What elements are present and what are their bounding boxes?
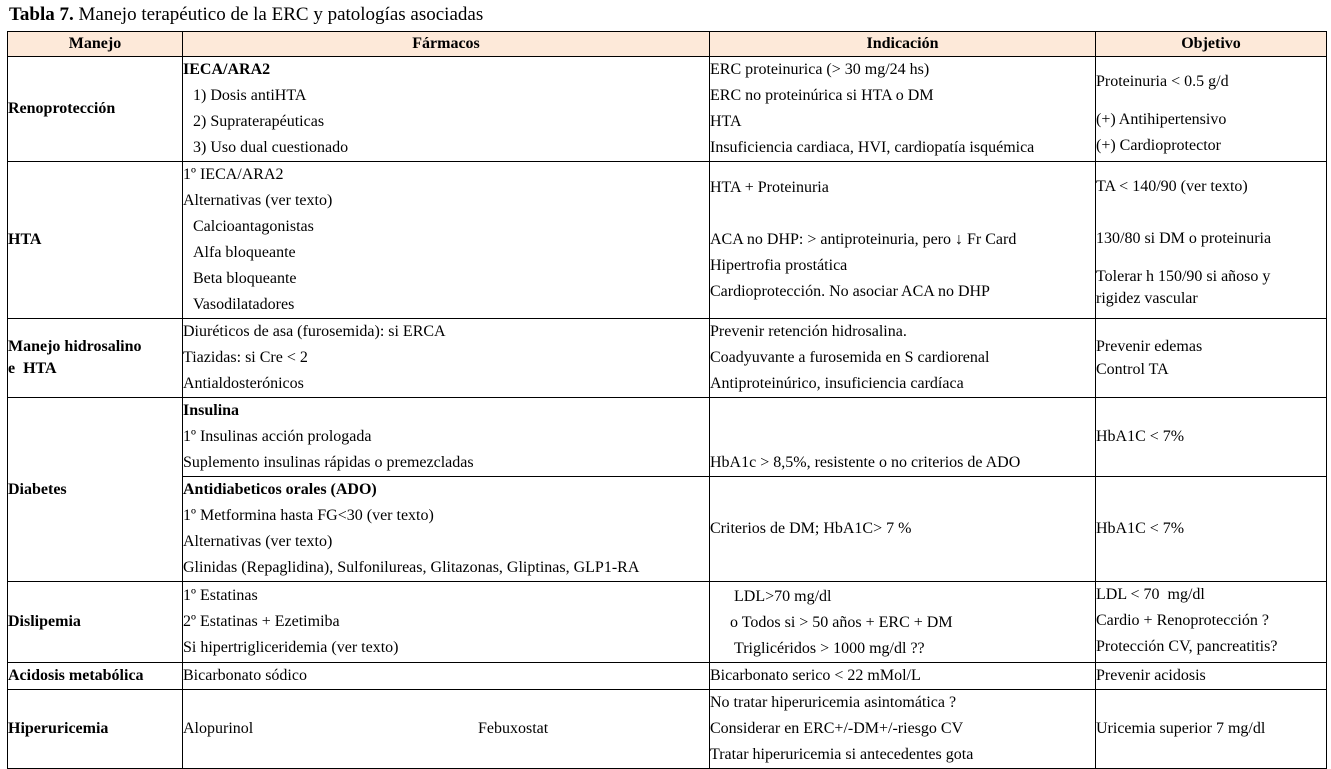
manejo-line: Manejo hidrosalino xyxy=(8,338,142,355)
drug-item: Beta bloqueante xyxy=(193,270,297,287)
indicacion-cell xyxy=(710,477,1096,582)
header-manejo: Manejo xyxy=(8,32,183,57)
objective-item: Control TA xyxy=(1096,361,1169,378)
farmacos-cell xyxy=(183,477,710,582)
drug-item: 1º Insulinas acción prologada xyxy=(183,428,372,445)
indication-item: Insuficiencia cardiaca, HVI, cardiopatía isquémica xyxy=(710,139,1035,156)
objetivo-cell xyxy=(1096,690,1327,769)
indication-item: Criterios de DM; HbA1C> 7 % xyxy=(710,520,912,537)
header-indicacion: Indicación xyxy=(710,32,1096,57)
indication-item: HTA + Proteinuria xyxy=(710,179,829,196)
drug-item: 1º IECA/ARA2 xyxy=(183,166,284,183)
manejo-line: e HTA xyxy=(8,360,57,377)
objective-item: Protección CV, pancreatitis? xyxy=(1096,638,1278,655)
objective-item: Uricemia superior 7 mg/dl xyxy=(1096,720,1266,737)
drug-item: Febuxostat xyxy=(478,720,549,737)
drug-item: Suplemento insulinas rápidas o premezcladas xyxy=(183,454,474,471)
objective-item: LDL < 70 mg/dl xyxy=(1096,586,1205,603)
drug-item: Vasodilatadores xyxy=(193,296,295,313)
indication-item: Coadyuvante a furosemida en S cardiorenal xyxy=(710,349,990,366)
drug-group-title: IECA/ARA2 xyxy=(183,61,271,78)
drug-item: Si hipertrigliceridemia (ver texto) xyxy=(183,639,399,656)
indicacion-cell xyxy=(710,162,1096,319)
objective-item: HbA1C < 7% xyxy=(1096,428,1185,445)
drug-item: Bicarbonato sódico xyxy=(183,667,307,684)
drug-pair xyxy=(183,720,709,738)
indication-item: ERC proteinurica (> 30 mg/24 hs) xyxy=(710,61,930,78)
drug-item: Calcioantagonistas xyxy=(193,218,314,235)
drug-item: 1º Metformina hasta FG<30 (ver texto) xyxy=(183,507,434,524)
objetivo-cell xyxy=(1096,57,1327,162)
drug-item: Diuréticos de asa (furosemida): si ERCA xyxy=(183,323,446,340)
table-row-dislipemia xyxy=(8,582,1327,663)
table-row-diabetes-ado xyxy=(8,477,1327,582)
objetivo-cell xyxy=(1096,398,1327,477)
indication-item: No tratar hiperuricemia asintomática ? xyxy=(710,694,957,711)
manejo-cell: HTA xyxy=(8,162,183,319)
indication-item: Hipertrofia prostática xyxy=(710,257,848,274)
drug-item: Alternativas (ver texto) xyxy=(183,192,333,209)
drug-item: 3) Uso dual cuestionado xyxy=(193,139,349,156)
indication-item: ERC no proteinúrica si HTA o DM xyxy=(710,87,934,104)
table-row-diabetes-insulina xyxy=(8,398,1327,477)
indication-item: Triglicéridos > 1000 mg/dl ?? xyxy=(734,640,925,657)
indication-item: Cardioprotección. No asociar ACA no DHP xyxy=(710,283,990,300)
indication-item: Bicarbonato serico < 22 mMol/L xyxy=(710,667,921,684)
indication-item: Tratar hiperuricemia si antecedentes gota xyxy=(710,746,974,763)
drug-item: Alopurinol xyxy=(183,720,254,737)
farmacos-cell xyxy=(183,690,710,769)
objetivo-cell xyxy=(1096,477,1327,582)
farmacos-cell xyxy=(183,57,710,162)
drug-item: 1) Dosis antiHTA xyxy=(193,87,307,104)
objective-item: (+) Cardioprotector xyxy=(1096,137,1221,154)
objective-item: Tolerar h 150/90 si añoso y xyxy=(1096,268,1271,285)
manejo-cell: Dislipemia xyxy=(8,582,183,663)
table-row-hidrosalino xyxy=(8,319,1327,398)
indicacion-cell xyxy=(710,690,1096,769)
farmacos-cell xyxy=(183,162,710,319)
manejo-cell: Acidosis metabólica xyxy=(8,663,183,690)
drug-item: 1º Estatinas xyxy=(183,587,258,604)
indication-item: o Todos si > 50 años + ERC + DM xyxy=(730,614,953,631)
indicacion-cell xyxy=(710,319,1096,398)
drug-item: Antialdosterónicos xyxy=(183,375,304,392)
drug-item: Glinidas (Repaglidina), Sulfonilureas, Glitazonas, Gliptinas, GLP1-RA xyxy=(183,559,640,576)
indicacion-cell xyxy=(710,582,1096,663)
drug-item: 2º Estatinas + Ezetimiba xyxy=(183,613,340,630)
drug-item: 2) Supraterapéuticas xyxy=(193,113,325,130)
objective-item: HbA1C < 7% xyxy=(1096,520,1185,537)
indication-item: HbA1c > 8,5%, resistente o no criterios de ADO xyxy=(710,454,1021,471)
farmacos-cell xyxy=(183,319,710,398)
table-row-acidosis xyxy=(8,663,1327,690)
indicacion-cell xyxy=(710,398,1096,477)
objective-item: Prevenir edemas xyxy=(1096,338,1203,355)
header-objetivo: Objetivo xyxy=(1096,32,1327,57)
manejo-cell: Diabetes xyxy=(8,398,183,582)
objetivo-cell xyxy=(1096,319,1327,398)
objective-item: Proteinuria < 0.5 g/d xyxy=(1096,73,1229,90)
farmacos-cell xyxy=(183,398,710,477)
therapy-table xyxy=(7,31,1327,769)
indication-item: ACA no DHP: > antiproteinuria, pero ↓ Fr Card xyxy=(710,231,1017,248)
objetivo-cell xyxy=(1096,663,1327,690)
table-row-renoproteccion xyxy=(8,57,1327,162)
caption-title: Manejo terapéutico de la ERC y patologías asociadas xyxy=(73,4,484,25)
objective-item: (+) Antihipertensivo xyxy=(1096,111,1227,128)
manejo-cell: Hiperuricemia xyxy=(8,690,183,769)
objective-item: TA < 140/90 (ver texto) xyxy=(1096,178,1248,195)
table-caption xyxy=(9,3,483,27)
indication-item: Antiproteinúrico, insuficiencia cardíaca xyxy=(710,375,964,392)
indication-item: HTA xyxy=(710,113,742,130)
header-farmacos: Fármacos xyxy=(183,32,710,57)
indication-item: Considerar en ERC+/-DM+/-riesgo CV xyxy=(710,720,964,737)
objetivo-cell xyxy=(1096,162,1327,319)
indicacion-cell xyxy=(710,663,1096,690)
caption-label: Tabla 7. xyxy=(9,4,74,25)
objetivo-cell xyxy=(1096,582,1327,663)
manejo-cell xyxy=(8,319,183,398)
farmacos-cell xyxy=(183,663,710,690)
drug-group-title: Insulina xyxy=(183,402,240,419)
drug-item: Tiazidas: si Cre < 2 xyxy=(183,349,308,366)
drug-item: Alfa bloqueante xyxy=(193,244,296,261)
drug-group-title: Antidiabeticos orales (ADO) xyxy=(183,481,377,498)
objective-item: Prevenir acidosis xyxy=(1096,667,1206,684)
farmacos-cell xyxy=(183,582,710,663)
header-row xyxy=(8,32,1327,57)
drug-item: Alternativas (ver texto) xyxy=(183,533,333,550)
manejo-cell: Renoprotección xyxy=(8,57,183,162)
indication-item: Prevenir retención hidrosalina. xyxy=(710,323,907,340)
objective-item: Cardio + Renoprotección ? xyxy=(1096,612,1269,629)
objective-item: 130/80 si DM o proteinuria xyxy=(1096,230,1272,247)
indication-item: LDL>70 mg/dl xyxy=(734,588,832,605)
table-row-hiperuricemia xyxy=(8,690,1327,769)
table-row-hta xyxy=(8,162,1327,319)
indicacion-cell xyxy=(710,57,1096,162)
objective-item: rigidez vascular xyxy=(1096,290,1198,307)
